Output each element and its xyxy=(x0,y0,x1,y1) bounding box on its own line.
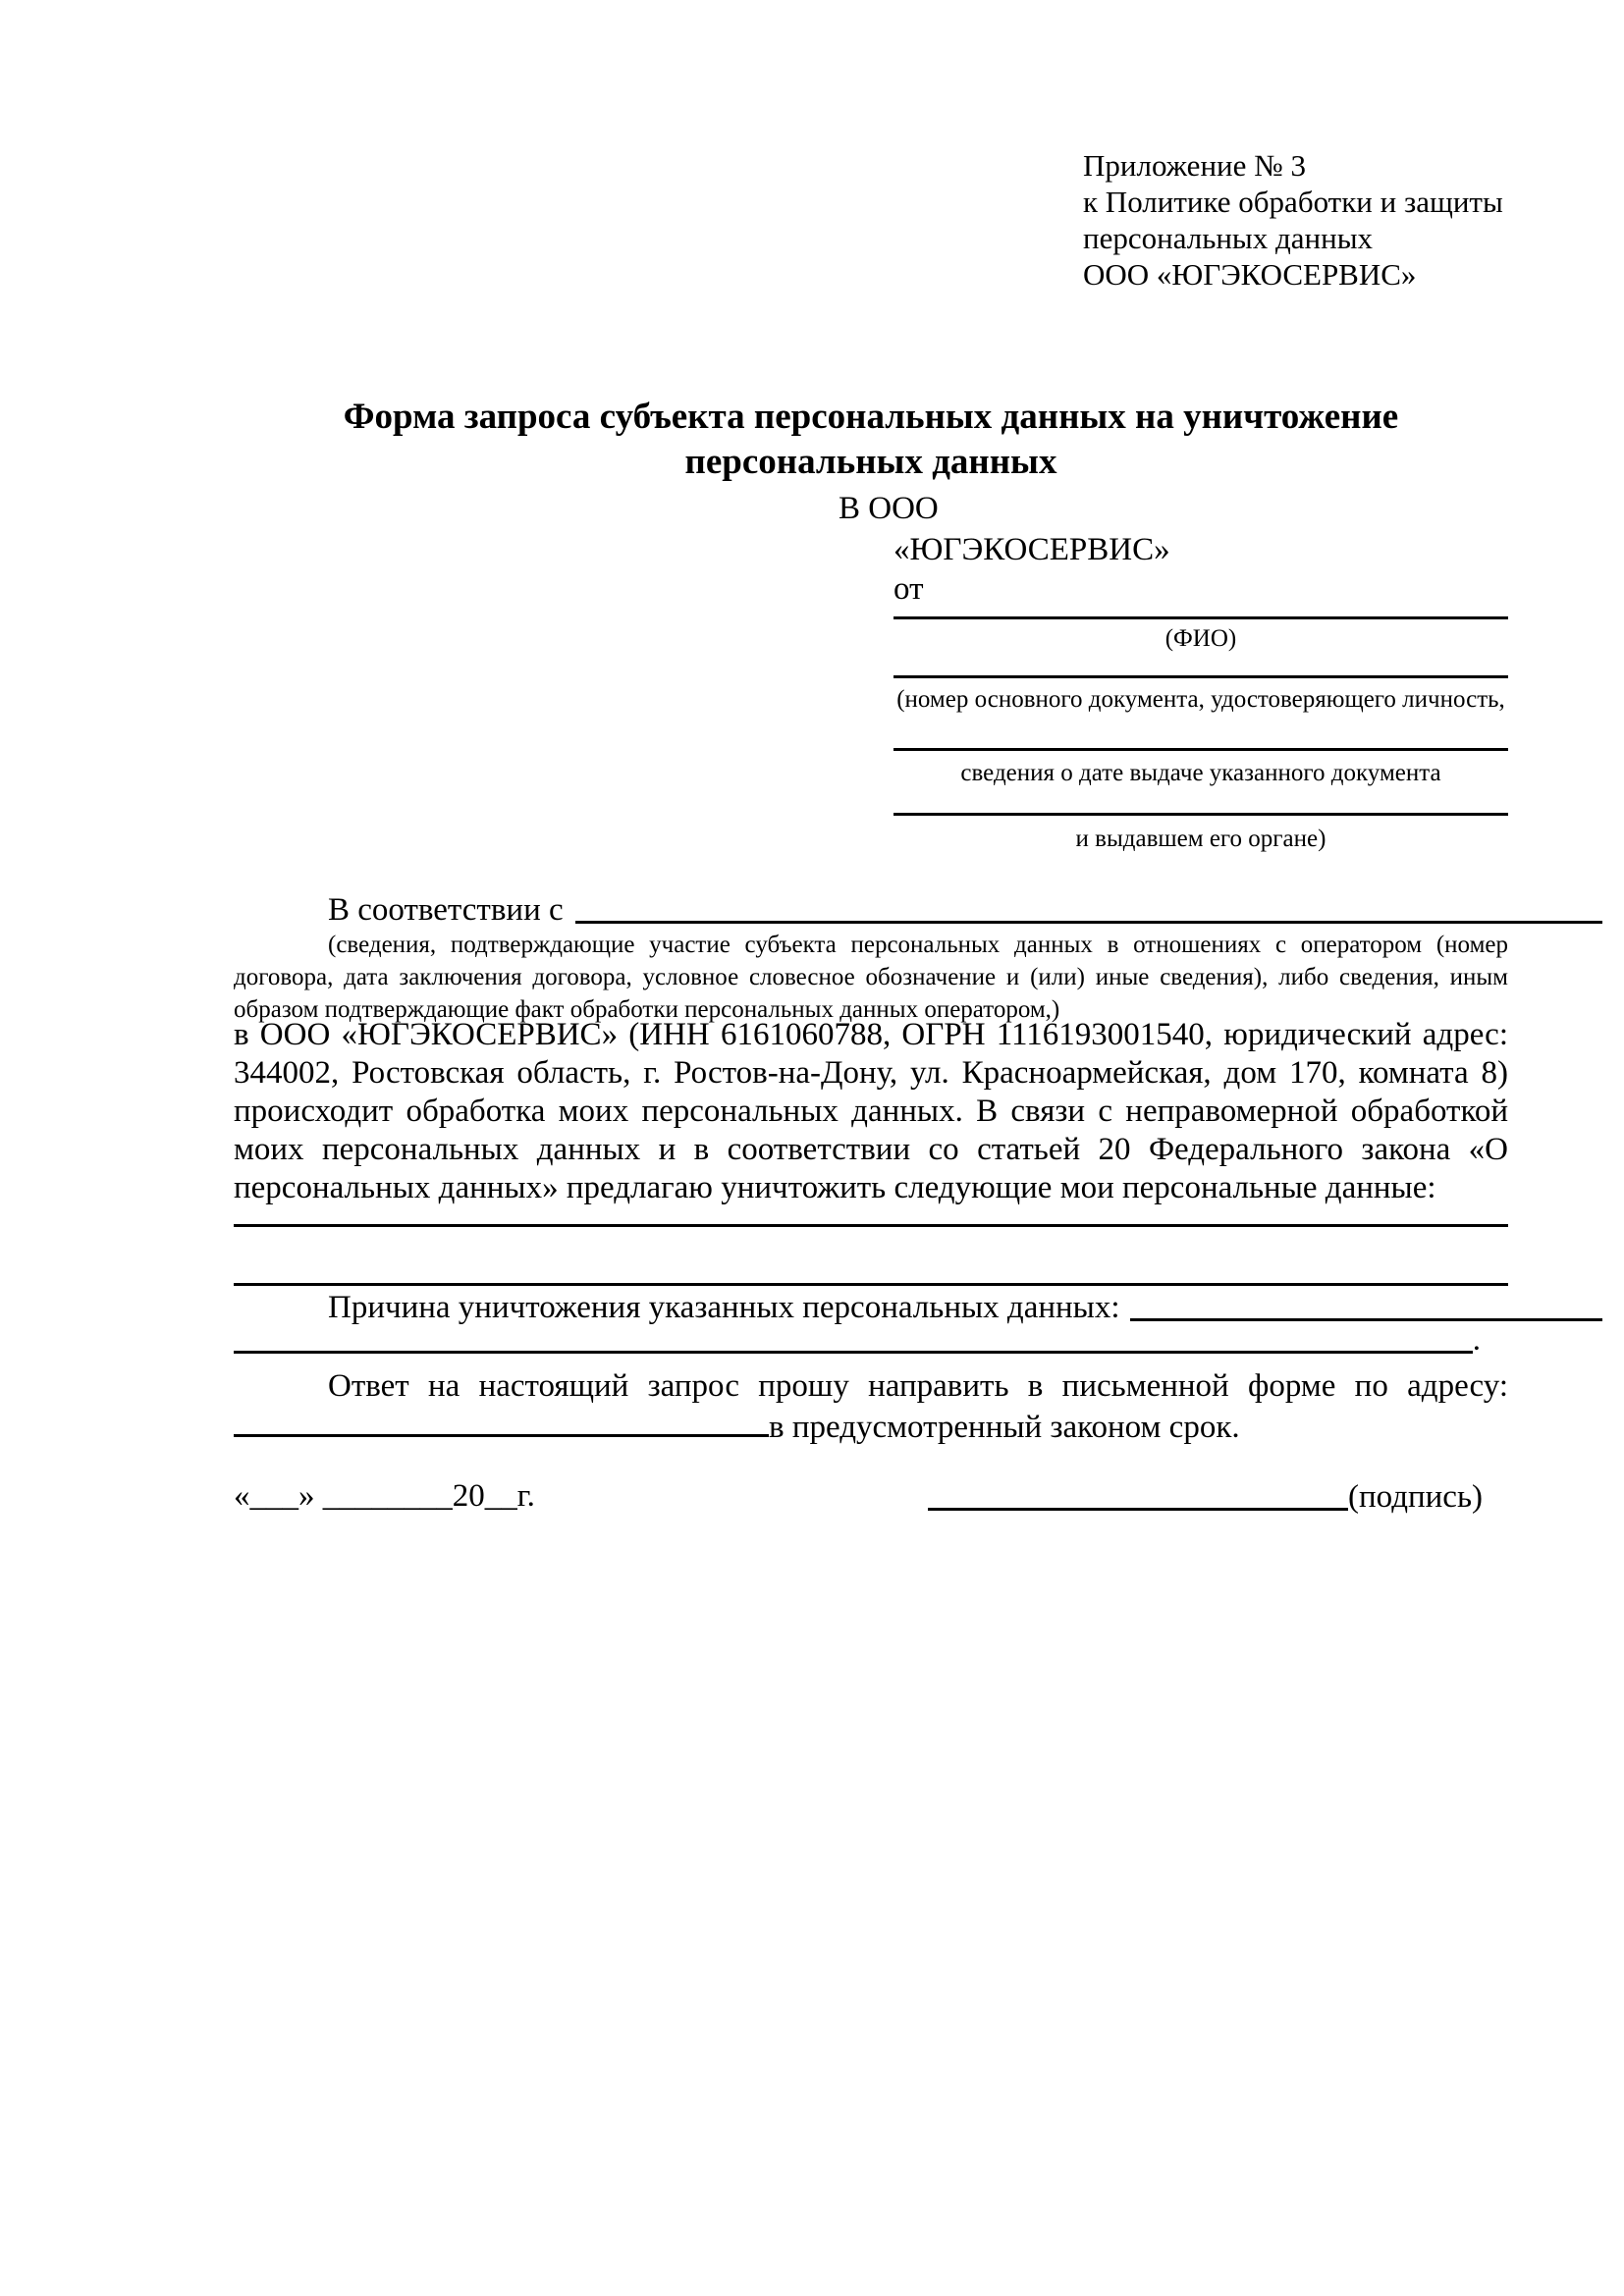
document-title-line: персональных данных xyxy=(684,442,1057,482)
response-request-text: Ответ на настоящий запрос прошу направить в письменной форме по адресу: xyxy=(328,1368,1508,1404)
addressee-from-label: от xyxy=(893,571,924,607)
accordance-blank-line xyxy=(575,891,1602,924)
reason-continuation-row xyxy=(234,1321,1481,1359)
fio-caption: (ФИО) xyxy=(1164,625,1237,652)
appendix-reference xyxy=(1083,147,1515,293)
appendix-line: к Политике обработки и защиты xyxy=(1083,185,1503,219)
appendix-line: Приложение № 3 xyxy=(1083,148,1306,183)
response-paragraph xyxy=(234,1365,1508,1448)
personal-data-blank-line-2 xyxy=(234,1283,1508,1286)
signature-caption: (подпись) xyxy=(1348,1479,1483,1515)
document-title-line: Форма запроса субъекта персональных данных на уничтожение xyxy=(343,397,1399,437)
issue-date-caption: сведения о дате выдаче указанного документа xyxy=(960,760,1441,786)
body-paragraph: в ООО «ЮГЭКОСЕРВИС» (ИНН 6161060788, ОГРН 1116193001540, юридический адрес: 344002, Ростовская область, г. Ростов-на-Дону, ул. Красноармейская, дом 170, комната 8) происходит обработка моих персональных данных. В связи с неправомерной обработкой моих персональных данных и в соответствии со статьей 20 Федерального закона «О персональных данных» предлагаю уничтожить следующие мои персональные данные: xyxy=(234,1017,1508,1205)
appendix-line: ООО «ЮГЭКОСЕРВИС» xyxy=(1083,257,1417,292)
accordance-row xyxy=(234,891,1602,929)
reason-label: Причина уничтожения указанных персональных данных: xyxy=(328,1290,1120,1325)
personal-data-blank-line-1 xyxy=(234,1224,1508,1227)
accordance-lead-text: В соответствии с xyxy=(328,892,564,928)
document-number-caption: (номер основного документа, удостоверяющего личность, xyxy=(896,686,1505,713)
date-placeholder: «___» ________20__г. xyxy=(234,1478,535,1514)
reason-line-terminator: . xyxy=(1472,1322,1481,1358)
accordance-note: (сведения, подтверждающие участие субъекта персональных данных в отношениях с оператором (номер договора, дата заключения договора, условное словесное обозначение и (или) иные сведения), либо сведения, иным образом подтверждающие факт обработки персональных данных оператором,) xyxy=(234,932,1508,1023)
issuing-authority-blank-line xyxy=(893,813,1508,816)
reason-blank-line xyxy=(1130,1289,1602,1321)
appendix-line: персональных данных xyxy=(1083,221,1374,255)
reason-blank-line-2 xyxy=(234,1321,1473,1354)
response-address-blank-line xyxy=(234,1434,769,1437)
fio-blank-line xyxy=(893,616,1508,619)
document-title xyxy=(234,395,1508,485)
signature-row xyxy=(928,1478,1483,1516)
addressee-organization-prefix: В ООО xyxy=(839,491,939,526)
response-tail-text: в предусмотренный законом срок. xyxy=(769,1410,1240,1445)
signature-blank-line xyxy=(928,1478,1348,1511)
addressee-organization-name: «ЮГЭКОСЕРВИС» xyxy=(893,532,1170,567)
document-number-blank-line xyxy=(893,675,1508,678)
issue-date-blank-line xyxy=(893,748,1508,751)
issuing-authority-caption: и выдавшем его органе) xyxy=(1075,826,1326,852)
